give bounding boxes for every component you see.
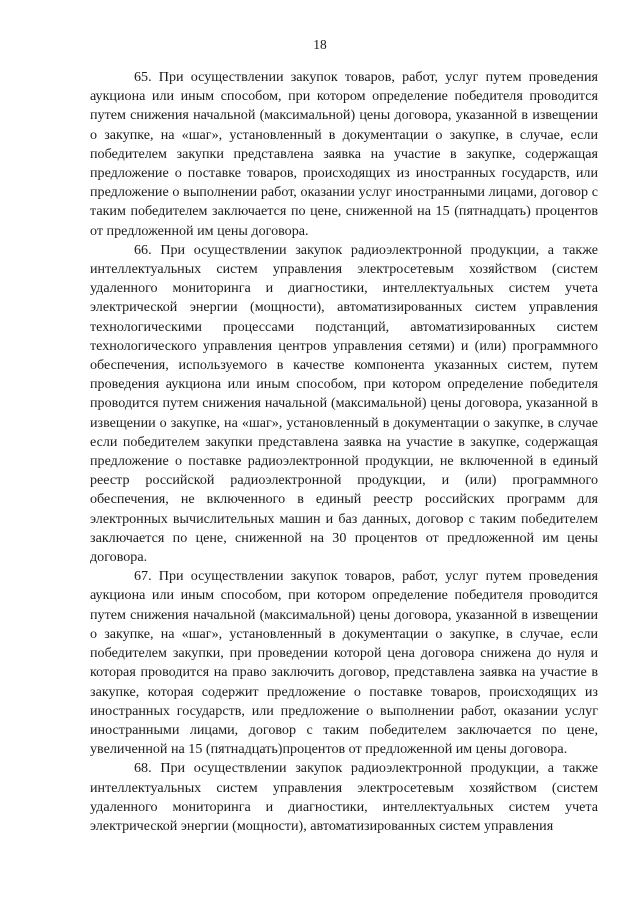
paragraph-66: 66. При осуществлении закупок радиоэлектронной продукции, а также интеллектуальных систем управления электросетевым хозяйством (систем удаленного мониторинга и диагностики, интеллектуальных систем учета электрической энергии (мощности), автоматизированных систем управления технологическими процессами подстанций, автоматизированных систем технологического управления центров управления сетями) и (или) программного обеспечения, используемого в качестве компонента указанных систем, путем проведения аукциона или иным способом, при котором определение победителя проводится путем снижения начальной (максимальной) цены договора, указанной в извещении о закупке, на «шаг», установленный в документации о закупке, в случае если победителем закупки представлена заявка на участие в закупке, содержащая предложение о поставке радиоэлектронной продукции, не включенной в единый реестр российской радиоэлектронной продукции, и (или) программного обеспечения, не включенного в единый реестр российских программ для электронных вычислительных машин и баз данных, договор с таким победителем заключается по цене, сниженной на 30 процентов от предложенной им цены договора. [90,241,598,566]
paragraph-67: 67. При осуществлении закупок товаров, работ, услуг путем проведения аукциона или иным способом, при котором определение победителя проводится путем снижения начальной (максимальной) цены договора, указанной в извещении о закупке, на «шаг», установленный в документации о закупке, в случае, если победителем закупки, при проведении которой цена договора снижена до нуля и которая проводится на право заключить договор, представлена заявка на участие в закупке, которая содержит предложение о поставке товаров, происходящих из иностранных государств, или предложение о выполнении работ, оказании услуг иностранными лицами, договор с таким победителем заключается по цене, увеличенной на 15 (пятнадцать)процентов от предложенной им цены договора. [90,568,598,758]
paragraph-68: 68. При осуществлении закупок радиоэлектронной продукции, а также интеллектуальных систем управления электросетевым хозяйством (систем удаленного мониторинга и диагностики, интеллектуальных систем учета электрической энергии (мощности), автоматизированных систем управления [90,760,598,834]
document-body [90,68,598,836]
page-number: 18 [313,37,327,52]
paragraph-65: 65. При осуществлении закупок товаров, работ, услуг путем проведения аукциона или иным способом, при котором определение победителя проводится путем снижения начальной (максимальной) цены договора, указанной в извещении о закупке, на «шаг», установленный в документации о закупке, в случае, если победителем закупки представлена заявка на участие в закупке, содержащая предложение о поставке товаров, происходящих из иностранных государств, или предложение о выполнении работ, оказании услуг иностранными лицами, договор с таким победителем заключается по цене, сниженной на 15 (пятнадцать) процентов от предложенной им цены договора. [90,69,598,239]
